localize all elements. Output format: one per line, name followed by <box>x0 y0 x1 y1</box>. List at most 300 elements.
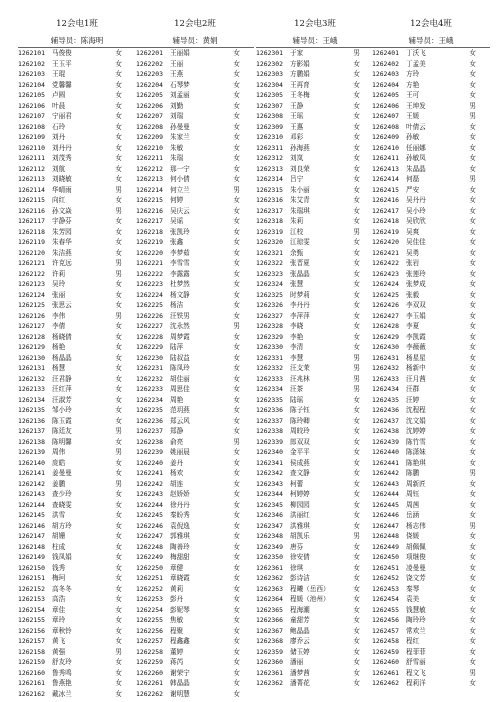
student-id: 1262416 <box>372 196 399 204</box>
student-id: 1262159 <box>18 658 45 666</box>
student-id: 1262244 <box>136 500 163 509</box>
student-row <box>256 447 374 458</box>
student-id: 1262144 <box>18 500 45 509</box>
student-gender: 女 <box>233 364 240 372</box>
student-id: 1262256 <box>136 626 163 635</box>
student-name: 陈玲卿 <box>290 416 310 425</box>
student-name: 沈程程 <box>406 406 426 414</box>
student-row <box>256 668 374 679</box>
student-id: 1262127 <box>18 322 45 330</box>
student-row <box>136 605 254 616</box>
student-row <box>372 342 490 353</box>
student-name: 何小倩 <box>170 175 190 183</box>
student-name: 张凯玲 <box>170 227 190 236</box>
student-name: 张梦成 <box>406 280 426 288</box>
student-row <box>372 626 490 637</box>
student-gender: 女 <box>233 689 240 698</box>
student-id: 1262219 <box>136 238 163 246</box>
student-gender: 女 <box>233 91 240 99</box>
student-name: 李薇薇 <box>406 343 426 351</box>
student-id: 1262362 <box>256 679 283 687</box>
student-name: 钱秀 <box>52 563 66 572</box>
class-title: 12会电4班 <box>410 19 452 29</box>
student-gender: 女 <box>233 511 240 519</box>
student-row <box>372 311 490 322</box>
student-gender: 男 <box>353 227 360 236</box>
student-row <box>256 437 374 448</box>
student-name: 何立兰 <box>170 185 190 194</box>
student-gender: 女 <box>233 563 240 572</box>
student-row <box>372 405 490 416</box>
student-name: 程鑫鑫 <box>170 637 190 645</box>
student-gender: 女 <box>469 133 476 141</box>
student-gender: 女 <box>233 280 240 288</box>
student-id: 1262258 <box>136 647 163 656</box>
student-gender: 女 <box>353 133 360 141</box>
student-row <box>136 479 254 490</box>
student-id: 1262239 <box>136 448 163 456</box>
student-row <box>256 269 374 280</box>
student-gender: 女 <box>233 269 240 278</box>
student-id: 1262339 <box>256 437 283 446</box>
student-id: 1262439 <box>372 437 399 446</box>
student-gender: 女 <box>233 605 240 614</box>
student-name: 舒友玲 <box>52 658 72 666</box>
student-name: 方鹏娟 <box>290 70 310 78</box>
student-gender: 女 <box>353 80 360 89</box>
student-name: 刘茂秀 <box>52 154 72 162</box>
student-id: 1262429 <box>372 332 399 341</box>
student-id: 1262312 <box>256 154 283 162</box>
student-id: 1262108 <box>18 122 45 131</box>
student-name: 邓彩 <box>290 133 304 141</box>
student-id: 1262231 <box>136 364 163 372</box>
student-name: 李晓 <box>290 322 304 330</box>
student-gender: 女 <box>115 490 122 498</box>
student-row <box>136 248 254 259</box>
student-id: 1262303 <box>256 70 283 78</box>
student-id: 1262211 <box>136 154 163 162</box>
student-row <box>372 552 490 563</box>
student-gender: 女 <box>233 448 240 456</box>
student-gender: 女 <box>115 521 122 530</box>
student-row <box>18 227 136 238</box>
student-row <box>256 258 374 269</box>
student-id: 1262158 <box>18 647 45 656</box>
student-id: 1262459 <box>372 647 399 656</box>
student-gender: 女 <box>469 511 476 519</box>
student-row <box>136 48 254 59</box>
student-row <box>18 258 136 269</box>
student-gender: 女 <box>469 259 476 267</box>
student-gender: 女 <box>115 332 122 341</box>
student-gender: 女 <box>469 217 476 225</box>
student-row <box>18 300 136 311</box>
student-row <box>18 573 136 584</box>
student-name: 饶文芳 <box>406 574 426 582</box>
student-row <box>256 584 374 595</box>
student-name: 朱瑞 <box>170 154 184 162</box>
student-row <box>136 122 254 133</box>
student-gender: 女 <box>115 91 122 99</box>
student-row <box>256 174 374 185</box>
student-id: 1262315 <box>256 185 283 194</box>
student-name: 朱家兰 <box>170 133 190 141</box>
student-gender: 女 <box>115 59 122 68</box>
student-name: 朱敏 <box>170 143 184 152</box>
student-row <box>18 615 136 626</box>
class-column-2 <box>136 18 254 699</box>
student-name: 江校 <box>290 227 304 236</box>
student-id: 1262105 <box>18 91 45 99</box>
student-row <box>136 426 254 437</box>
student-row <box>18 437 136 448</box>
student-id: 1262325 <box>256 290 283 299</box>
student-id: 1262209 <box>136 133 163 141</box>
student-gender: 女 <box>233 101 240 110</box>
student-gender: 女 <box>353 679 360 687</box>
student-row <box>18 353 136 364</box>
student-gender: 女 <box>115 584 122 593</box>
student-row <box>372 605 490 616</box>
student-name: 戴冰兰 <box>52 689 72 698</box>
student-id: 1262338 <box>256 427 283 435</box>
student-row <box>18 426 136 437</box>
student-name: 章玲 <box>52 616 66 624</box>
student-name: 张毅 <box>406 290 420 299</box>
student-id: 1262430 <box>372 343 399 351</box>
student-id: 1262129 <box>18 343 45 351</box>
student-row <box>372 227 490 238</box>
student-row <box>136 227 254 238</box>
student-row <box>256 353 374 364</box>
student-name: 方艳 <box>406 80 420 89</box>
student-name: 吴玲 <box>52 280 66 288</box>
student-row <box>372 668 490 679</box>
student-id: 1262145 <box>18 511 45 519</box>
student-row <box>256 59 374 70</box>
student-gender: 女 <box>115 343 122 351</box>
student-name: 胡佳丽 <box>170 374 190 383</box>
student-gender: 女 <box>233 332 240 341</box>
student-row <box>18 69 136 80</box>
student-row <box>136 615 254 626</box>
student-gender: 女 <box>115 605 122 614</box>
student-id: 1262426 <box>372 301 399 309</box>
student-row <box>136 321 254 332</box>
student-name: 宁丽君 <box>52 112 72 120</box>
student-id: 1262309 <box>256 122 283 131</box>
student-name: 汪支茉 <box>290 364 310 372</box>
student-gender: 女 <box>469 290 476 299</box>
student-name: 梅甜甜 <box>170 553 190 561</box>
student-id: 1262146 <box>18 521 45 530</box>
student-row <box>256 405 374 416</box>
student-id: 1262161 <box>18 679 45 687</box>
student-row <box>256 48 374 59</box>
student-id: 1262255 <box>136 616 163 624</box>
student-gender: 女 <box>469 91 476 99</box>
student-id: 1262153 <box>18 595 45 603</box>
student-id: 1262149 <box>18 553 45 561</box>
student-name: 赵娇娇 <box>170 490 190 498</box>
student-name: 王可 <box>406 91 420 99</box>
student-name: 胡姗 <box>52 532 66 540</box>
student-row <box>18 311 136 322</box>
student-gender: 女 <box>233 175 240 183</box>
student-row <box>372 269 490 280</box>
student-row <box>372 132 490 143</box>
student-gender: 女 <box>115 80 122 89</box>
student-id: 1262318 <box>256 217 283 225</box>
student-row <box>256 636 374 647</box>
student-gender: 女 <box>233 311 240 320</box>
student-row <box>256 489 374 500</box>
student-gender: 女 <box>353 458 360 467</box>
student-gender: 女 <box>353 616 360 624</box>
student-row <box>256 594 374 605</box>
student-row <box>256 521 374 532</box>
student-id: 1262360 <box>256 658 283 666</box>
student-gender: 女 <box>115 511 122 519</box>
student-row <box>136 647 254 658</box>
student-name: 陈潇妹 <box>406 448 426 456</box>
student-id: 1262224 <box>136 290 163 299</box>
student-id: 1262220 <box>136 248 163 257</box>
student-name: 汪茶 <box>290 385 304 393</box>
student-name: 鲍晶晶 <box>290 626 310 635</box>
student-gender: 女 <box>353 469 360 477</box>
student-id: 1262411 <box>372 154 399 162</box>
student-name: 杜梦然 <box>170 280 190 288</box>
student-id: 1262323 <box>256 269 283 278</box>
student-row <box>18 689 136 700</box>
student-id: 1262247 <box>136 532 163 540</box>
student-id: 1262128 <box>18 332 45 341</box>
student-gender: 男 <box>115 427 122 435</box>
student-row <box>372 48 490 59</box>
student-name: 张丽 <box>52 290 66 299</box>
student-row <box>18 500 136 511</box>
student-name: 汪婷 <box>406 395 420 404</box>
student-name: 章健 <box>170 563 184 572</box>
student-gender: 女 <box>469 385 476 393</box>
student-gender: 女 <box>233 532 240 540</box>
student-row <box>372 258 490 269</box>
student-gender: 女 <box>353 500 360 509</box>
student-row <box>256 615 374 626</box>
student-id: 1262150 <box>18 563 45 572</box>
student-name: 庞皓 <box>52 458 66 467</box>
student-name: 柳园园 <box>290 500 310 509</box>
student-row <box>256 342 374 353</box>
student-row <box>18 521 136 532</box>
student-gender: 男 <box>353 374 360 383</box>
student-gender: 女 <box>115 679 122 687</box>
student-gender: 女 <box>233 80 240 89</box>
student-name: 汪红萍 <box>52 385 72 393</box>
student-name: 沈文娟 <box>406 416 426 425</box>
student-name: 何磊 <box>406 175 420 183</box>
student-gender: 女 <box>115 143 122 152</box>
student-gender: 女 <box>353 574 360 582</box>
student-row <box>372 521 490 532</box>
student-gender: 女 <box>353 112 360 120</box>
student-gender: 男 <box>353 532 360 540</box>
student-name: 李玉娟 <box>406 311 426 320</box>
class-title: 12会电1班 <box>56 19 98 29</box>
student-id: 1262437 <box>372 416 399 425</box>
student-gender: 女 <box>233 668 240 677</box>
student-name: 孙敏 <box>406 133 420 141</box>
student-gender: 女 <box>233 70 240 78</box>
student-row <box>372 563 490 574</box>
student-gender: 女 <box>353 647 360 656</box>
student-row <box>256 321 374 332</box>
student-gender: 女 <box>469 637 476 645</box>
student-name: 李丹丹 <box>290 301 310 309</box>
student-gender: 女 <box>115 248 122 257</box>
student-id: 1262347 <box>256 521 283 530</box>
student-name: 那一宁 <box>170 164 190 173</box>
student-id: 1262225 <box>136 301 163 309</box>
student-name: 彭妮琴 <box>170 605 190 614</box>
student-gender: 女 <box>115 301 122 309</box>
student-gender: 男 <box>115 479 122 488</box>
student-name: 孙曼曼 <box>170 122 190 131</box>
student-name: 沈永然 <box>170 322 190 330</box>
student-row <box>18 552 136 563</box>
student-gender: 女 <box>115 122 122 131</box>
student-id: 1262415 <box>372 185 399 194</box>
student-name: 朱芳园 <box>52 227 72 236</box>
student-name: 王玉平 <box>52 59 72 68</box>
student-name: 柯蕾 <box>290 479 304 488</box>
student-gender: 男 <box>353 385 360 393</box>
student-name: 谢荣宁 <box>170 668 190 677</box>
student-name: 徐丹丹 <box>170 500 190 509</box>
student-name: 李夏 <box>406 322 420 330</box>
student-id: 1262322 <box>256 259 283 267</box>
student-id: 1262240 <box>136 458 163 467</box>
student-name: 李萍萍 <box>290 311 310 320</box>
student-gender: 女 <box>233 416 240 425</box>
student-name: 谢明慧 <box>170 689 190 698</box>
counselor-label: 辅导员：黄娟 <box>172 36 218 45</box>
student-id: 1262343 <box>256 479 283 488</box>
student-name: 廖乔云 <box>290 637 310 645</box>
student-id: 1262230 <box>136 353 163 362</box>
student-id: 1262118 <box>18 227 45 236</box>
student-id: 1262137 <box>18 427 45 435</box>
student-row <box>136 668 254 679</box>
student-gender: 女 <box>115 101 122 110</box>
student-gender: 女 <box>469 364 476 372</box>
student-row <box>136 458 254 469</box>
student-gender: 女 <box>469 490 476 498</box>
student-row <box>256 395 374 406</box>
student-name: 吴谣 <box>170 217 184 225</box>
student-id: 1262235 <box>136 406 163 414</box>
student-row <box>136 300 254 311</box>
student-row <box>372 143 490 154</box>
student-name: 陆萍 <box>170 343 184 351</box>
student-name: 李艳 <box>290 332 304 341</box>
student-row <box>136 353 254 364</box>
student-gender: 女 <box>353 626 360 635</box>
student-gender: 女 <box>469 574 476 582</box>
student-row <box>256 111 374 122</box>
student-id: 1262135 <box>18 406 45 414</box>
student-id: 1262420 <box>372 238 399 246</box>
student-row <box>372 290 490 301</box>
student-row <box>372 416 490 427</box>
student-gender: 女 <box>115 637 122 645</box>
student-name: 刘良荣 <box>290 164 310 173</box>
student-id: 1262404 <box>372 80 399 89</box>
student-name: 洪丽红 <box>290 511 310 519</box>
student-id: 1262140 <box>18 458 45 467</box>
student-name: 刘孟丽 <box>170 91 190 99</box>
student-name: 章秋铃 <box>52 626 72 635</box>
student-id: 1262362 <box>256 574 283 582</box>
student-name: 朱小丽 <box>290 185 310 194</box>
student-row <box>18 237 136 248</box>
student-gender: 女 <box>233 616 240 624</box>
student-gender: 女 <box>353 427 360 435</box>
student-id: 1262233 <box>136 385 163 393</box>
student-id: 1262223 <box>136 280 163 288</box>
student-row <box>256 311 374 322</box>
student-gender: 男 <box>469 101 476 110</box>
student-name: 陈廷友 <box>52 427 72 435</box>
student-id: 1262101 <box>18 49 45 57</box>
student-row <box>372 279 490 290</box>
student-row <box>18 584 136 595</box>
student-id: 1262253 <box>136 595 163 603</box>
student-id: 1262419 <box>372 227 399 236</box>
student-gender: 女 <box>469 164 476 173</box>
student-name: 孙敏凤 <box>406 154 426 162</box>
student-row <box>136 237 254 248</box>
student-name: 邹小玲 <box>52 406 72 414</box>
student-id: 1262414 <box>372 175 399 183</box>
student-id: 1262417 <box>372 206 399 215</box>
student-id: 1262131 <box>18 364 45 372</box>
student-gender: 女 <box>353 584 360 593</box>
student-row <box>18 636 136 647</box>
student-name: 童甜芳 <box>290 616 310 624</box>
student-gender: 女 <box>115 164 122 173</box>
student-row <box>18 332 136 343</box>
student-gender: 女 <box>233 112 240 120</box>
student-row <box>136 332 254 343</box>
student-row <box>136 405 254 416</box>
student-name: 蒋芮 <box>170 658 184 666</box>
student-gender: 男 <box>115 311 122 320</box>
student-gender: 女 <box>469 322 476 330</box>
student-row <box>372 195 490 206</box>
student-name: 党馨馨 <box>52 80 72 89</box>
student-id: 1262337 <box>256 416 283 425</box>
student-id: 1262321 <box>256 248 283 257</box>
student-gender: 女 <box>353 605 360 614</box>
student-name: 张鑫 <box>170 238 184 246</box>
student-row <box>256 458 374 469</box>
student-row <box>136 521 254 532</box>
student-row <box>18 206 136 217</box>
student-gender: 女 <box>469 269 476 278</box>
